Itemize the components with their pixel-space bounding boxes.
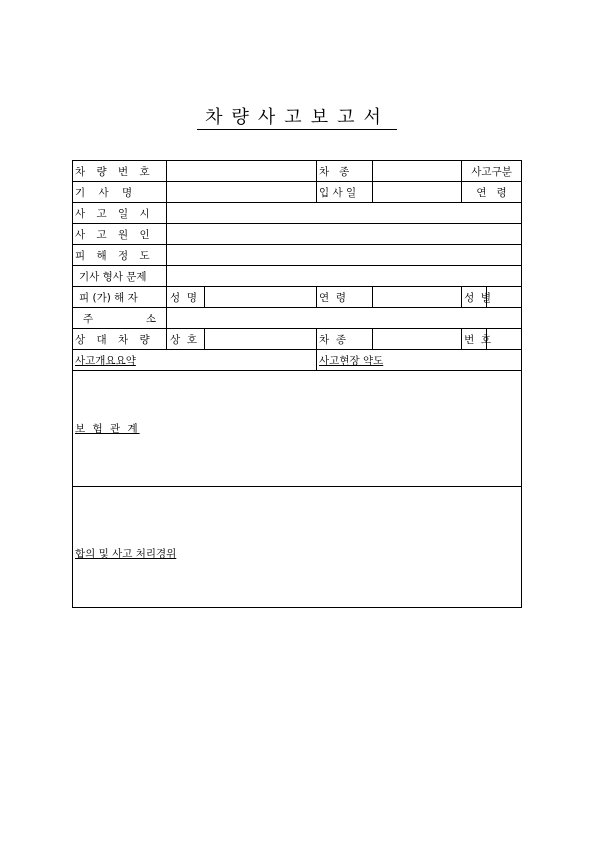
damage-extent-label: 피 해 정 도 <box>73 245 167 266</box>
driver-name-field[interactable] <box>167 182 317 203</box>
insurance-box[interactable] <box>73 371 522 487</box>
company-label: 상 호 <box>167 329 205 350</box>
accident-cause-field[interactable] <box>167 224 522 245</box>
accident-sketch-label: 사고현장 약도 <box>319 354 384 367</box>
age-label: 연 령 <box>462 182 522 203</box>
other-vehicle-label: 상 대 차 량 <box>73 329 167 350</box>
row-other-vehicle <box>73 329 522 350</box>
number-label: 번 호 <box>462 329 487 350</box>
address-field[interactable] <box>167 308 522 329</box>
settlement-label: 합의 및 사고 처리경위 <box>75 547 177 560</box>
row-accident-cause <box>73 224 522 245</box>
row-criminal-issue <box>73 266 522 287</box>
insurance-label: 보 험 관 계 <box>75 423 140 435</box>
car-type-label: 차 종 <box>317 161 373 182</box>
driver-name-label: 기 사 명 <box>73 182 167 203</box>
victim-gender-field[interactable] <box>487 287 522 308</box>
accident-summary-box[interactable] <box>73 350 317 371</box>
damage-extent-field[interactable] <box>167 245 522 266</box>
victim-age-label: 연 령 <box>317 287 373 308</box>
row-accident-datetime <box>73 203 522 224</box>
row-settlement <box>73 487 522 608</box>
row-damage-extent <box>73 245 522 266</box>
address-label-cell <box>73 308 167 329</box>
title-underline <box>197 129 397 130</box>
accident-summary-label: 사고개요요약 <box>75 354 136 367</box>
victim-age-field[interactable] <box>373 287 462 308</box>
accident-cause-label: 사 고 원 인 <box>73 224 167 245</box>
hire-date-label: 입 사 일 <box>317 182 373 203</box>
document-title: 차량사고보고서 <box>205 107 390 128</box>
criminal-issue-label: 기사 형사 문제 <box>73 266 167 287</box>
victim-name-field[interactable] <box>205 287 317 308</box>
hire-date-field[interactable] <box>373 182 462 203</box>
number-field[interactable] <box>487 329 522 350</box>
victim-label: 피 (가) 해 자 <box>73 287 167 308</box>
accident-sketch-box[interactable] <box>317 350 522 371</box>
victim-name-label: 성 명 <box>167 287 205 308</box>
accident-report-form <box>72 160 522 608</box>
accident-datetime-label: 사 고 일 시 <box>73 203 167 224</box>
accident-datetime-field[interactable] <box>167 203 522 224</box>
address-label-left: 주 <box>83 312 94 325</box>
row-driver <box>73 182 522 203</box>
row-victim <box>73 287 522 308</box>
criminal-issue-field[interactable] <box>167 266 522 287</box>
settlement-box[interactable] <box>73 487 522 608</box>
row-summary-sketch <box>73 350 522 371</box>
other-car-type-label: 차 종 <box>317 329 373 350</box>
vehicle-number-label: 차 량 번 호 <box>73 161 167 182</box>
company-field[interactable] <box>205 329 317 350</box>
address-label-right: 소 <box>145 312 156 325</box>
vehicle-number-field[interactable] <box>167 161 317 182</box>
row-insurance <box>73 371 522 487</box>
accident-type-label: 사고구분 <box>462 161 522 182</box>
victim-gender-label: 성 별 <box>462 287 487 308</box>
other-car-type-field[interactable] <box>373 329 462 350</box>
car-type-field[interactable] <box>373 161 462 182</box>
row-address <box>73 308 522 329</box>
row-vehicle-number <box>73 161 522 182</box>
